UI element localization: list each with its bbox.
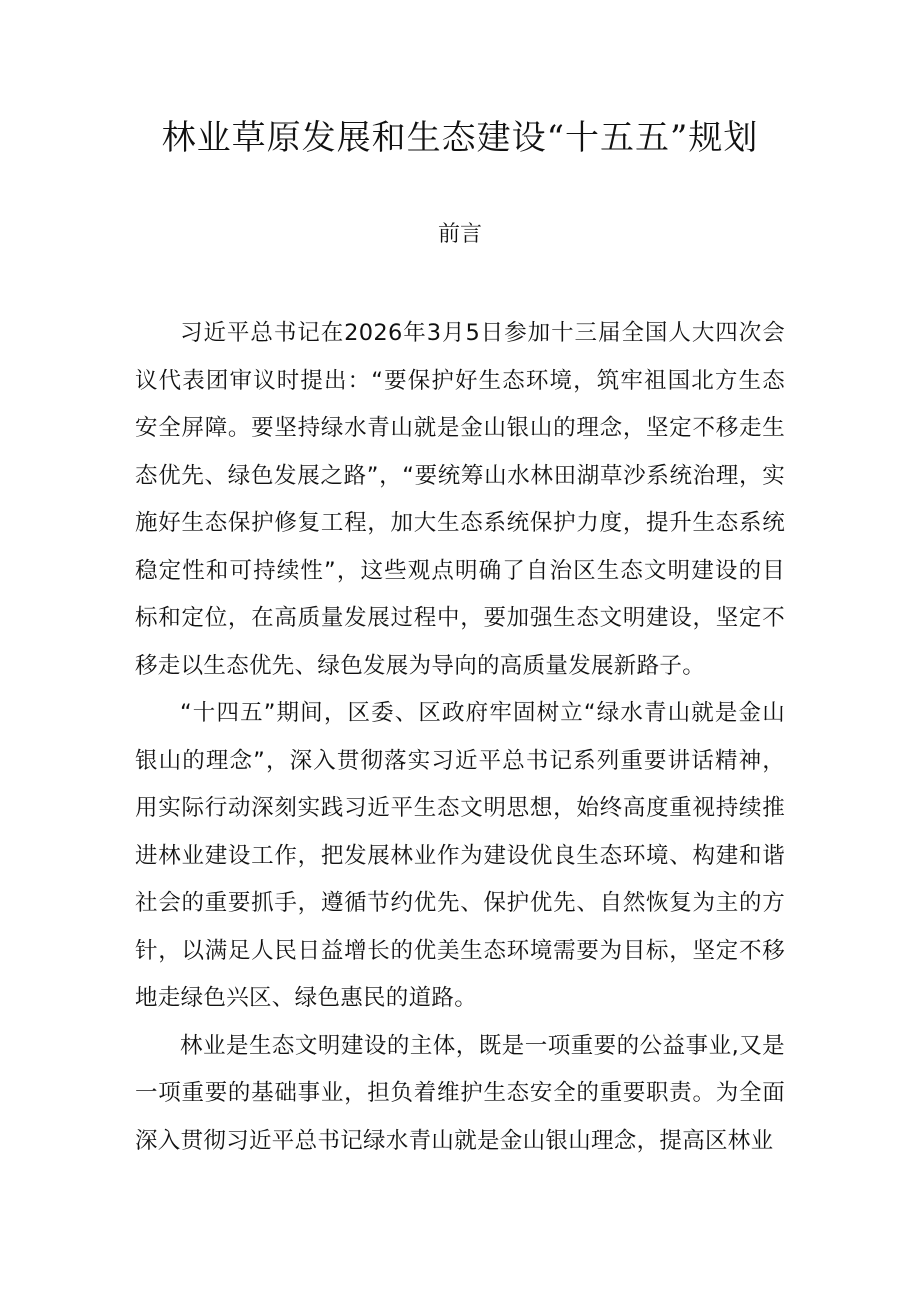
paragraph-1: 习近平总书记在2026年3月5日参加十三届全国人大四次会议代表团审议时提出：“要保护好生态环境，筑牢祖国北方生态安全屏障。要坚持绿水青山就是金山银山的理念，坚定不移走生态优先、绿色发展之路”，“要统筹山水林田湖草沙系统治理，实施好生态保护修复工程，加大生态系统保护力度，提升生态系统稳定性和可持续性”，这些观点明确了自治区生态文明建设的目标和定位，在高质量发展过程中，要加强生态文明建设，坚定不移走以生态优先、绿色发展为导向的高质量发展新路子。 bbox=[135, 320, 785, 679]
paragraph-2: “十四五”期间，区委、区政府牢固树立“绿水青山就是金山银山的理念”，深入贯彻落实习近平总书记系列重要讲话精神，用实际行动深刻实践习近平生态文明思想，始终高度重视持续推进林业建设工作，把发展林业作为建设优良生态环境、构建和谐社会的重要抓手，遵循节约优先、保护优先、自然恢复为主的方针，以满足人民日益增长的优美生态环境需要为目标，坚定不移地走绿色兴区、绿色惠民的道路。 bbox=[135, 700, 785, 1011]
document-body bbox=[135, 310, 785, 1165]
section-heading: 前言 bbox=[437, 222, 482, 247]
document-title: 林业草原发展和生态建设“十五五”规划 bbox=[161, 118, 759, 158]
paragraph-3: 林业是生态文明建设的主体，既是一项重要的公益事业,又是一项重要的基础事业，担负着维护生态安全的重要职责。为全面深入贯彻习近平总书记绿水青山就是金山银山理念，提高区林业 bbox=[135, 1032, 785, 1154]
